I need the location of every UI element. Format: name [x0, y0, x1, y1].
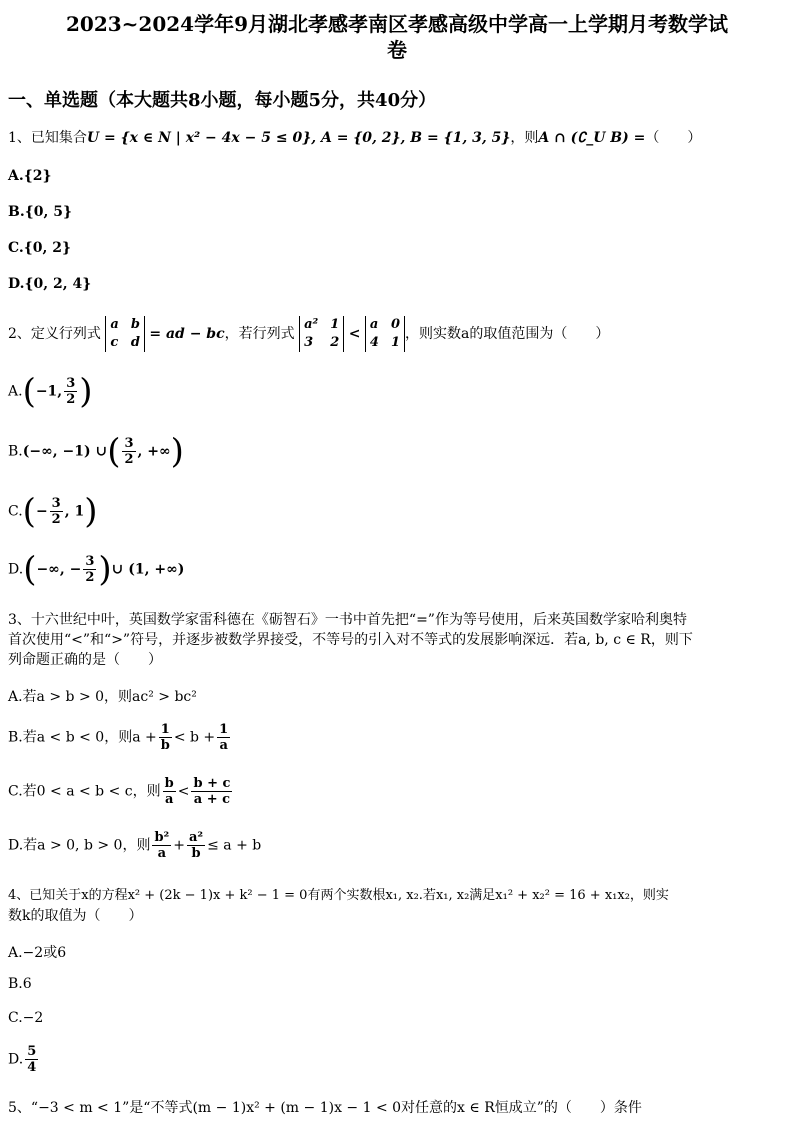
question-3-line-3: 列命题正确的是（ ）	[8, 652, 162, 668]
option-letter: B.	[8, 443, 23, 460]
option-letter: D.	[8, 1051, 24, 1068]
q1-expression: A ∩ (∁_U B) =	[538, 130, 646, 146]
q1-option-a: A.{2}	[8, 168, 52, 184]
option-text: −∞, −	[36, 561, 82, 578]
q2-matrix-definition	[105, 316, 145, 352]
q1-set-b: , B = {1, 3, 5}	[400, 130, 511, 146]
exam-title-line2: 卷	[387, 38, 407, 62]
fraction: $\frac{\text{a²}}{b}$	[189, 830, 204, 861]
fraction: $\frac{3}{2}$	[124, 436, 134, 467]
q1-option-b: B.{0, 5}	[8, 204, 72, 220]
matrix-cell: 4	[369, 335, 379, 350]
q2-option-b: B.(−∞, −1) ∪( $\frac{3}{2}$ , +∞)	[8, 431, 184, 472]
option-text: −1,	[35, 383, 63, 400]
exam-title-line1: 2023~2024学年9月湖北孝感孝南区孝感高级中学高一上学期月考数学试	[65, 12, 728, 36]
question-3-line-2: 首次使用“<”和“>”符号，并逐步被数学界接受，不等号的引入对不等式的发展影响深远．若a, b, c ∈ R，则下	[8, 632, 693, 648]
q1-option-d: D.{0, 2, 4}	[8, 276, 92, 292]
question-4-line-1: 4、已知关于x的方程x² + (2k − 1)x + k² − 1 = 0有两个实数根x₁, x₂.若x₁, x₂满足x₁² + x₂² = 16 + x₁x₂，则实	[8, 888, 669, 903]
question-2	[8, 314, 609, 354]
q4-option-a: A.−2或6	[8, 945, 67, 961]
fraction: $\frac{1}{a}$	[219, 722, 229, 753]
q2-suffix: ，则实数a的取值范围为（ ）	[404, 326, 610, 342]
option-letter: A.	[8, 383, 23, 400]
q4-option-d	[8, 1044, 40, 1075]
q2-matrix-right	[365, 316, 405, 352]
fraction: $\frac{5}{4}$	[27, 1044, 37, 1075]
fraction: $\frac{1}{b}$	[160, 722, 170, 753]
option-text: −	[35, 503, 48, 520]
q2-option-d: D.(−∞, − $\frac{3}{2}$ )∪ (1, +∞)	[8, 549, 185, 590]
option-text: (−∞, −1) ∪	[22, 443, 108, 460]
matrix-cell: 0	[390, 317, 400, 332]
option-text: , +∞	[137, 443, 171, 460]
matrix-cell: d	[130, 335, 140, 350]
matrix-cell: a	[110, 317, 119, 332]
option-letter: C.	[8, 503, 23, 520]
q3-option-b	[8, 722, 232, 753]
fraction: $\frac{3}{2}$	[66, 376, 76, 407]
matrix-cell: 3	[304, 335, 314, 350]
q2-less-than: <	[348, 326, 361, 342]
q1-option-c: C.{0, 2}	[8, 240, 72, 256]
matrix-cell: a	[369, 317, 379, 332]
fraction: $\frac{b + c}{a + c}$	[193, 776, 231, 807]
matrix-cell: 2	[330, 335, 340, 350]
matrix-cell: a²	[304, 317, 319, 332]
option-text: C.若0 < a < b < c，则	[8, 783, 161, 800]
matrix-cell: 1	[390, 335, 400, 350]
q3-option-c	[8, 776, 234, 807]
option-text: < b +	[173, 729, 216, 746]
option-text: <	[177, 783, 190, 800]
q2-definition: = ad − bc	[149, 326, 225, 342]
question-1	[8, 128, 701, 148]
q1-prefix: 1、已知集合	[8, 130, 87, 146]
q2-mid: ，若行列式	[224, 326, 295, 342]
fraction: $\frac{b}{a}$	[164, 776, 174, 807]
fraction: $\frac{\text{b²}}{a}$	[154, 830, 170, 861]
q2-option-a: A.(−1, $\frac{3}{2}$ )	[8, 371, 93, 412]
option-text: D.若a > 0, b > 0，则	[8, 837, 151, 854]
fraction: $\frac{3}{2}$	[51, 496, 61, 527]
q4-option-c: C.−2	[8, 1010, 44, 1026]
section-heading: 一、单选题（本大题共8小题，每小题5分，共40分）	[8, 90, 437, 111]
q1-set-u: U = {x ∈ N | x² − 4x − 5 ≤ 0}	[86, 130, 312, 146]
option-letter: D.	[8, 561, 24, 578]
q4-option-b: B.6	[8, 976, 32, 992]
q3-option-d	[8, 830, 261, 861]
option-text: ≤ a + b	[207, 837, 262, 854]
q3-option-a: A.若a > b > 0，则ac² > bc²	[8, 689, 197, 705]
matrix-cell: 1	[330, 317, 340, 332]
q1-set-a: , A = {0, 2}	[311, 130, 401, 146]
question-3-line-1: 3、十六世纪中叶，英国数学家雷科德在《砺智石》一书中首先把“=”作为等号使用，后来英国数学家哈利奥特	[8, 612, 687, 628]
q2-option-c: C.(− $\frac{3}{2}$ , 1)	[8, 491, 98, 532]
q2-matrix-left	[299, 316, 344, 352]
question-5-line-1: 5、“−3 < m < 1”是“不等式(m − 1)x² + (m − 1)x − 1 < 0对任意的x ∈ R恒成立”的（ ）条件	[8, 1100, 642, 1116]
q1-mid: ，则	[510, 130, 539, 146]
fraction: $\frac{3}{2}$	[85, 554, 95, 585]
matrix-cell: c	[110, 335, 119, 350]
option-text: , 1	[64, 503, 85, 520]
matrix-cell: b	[130, 317, 140, 332]
q1-suffix: （ ）	[645, 130, 702, 146]
question-4-line-2: 数k的取值为（ ）	[8, 908, 143, 924]
q2-prefix: 2、定义行列式	[8, 326, 101, 342]
option-text: ∪ (1, +∞)	[111, 561, 185, 578]
option-text: B.若a < b < 0，则a +	[8, 729, 157, 746]
option-text: +	[173, 837, 185, 854]
